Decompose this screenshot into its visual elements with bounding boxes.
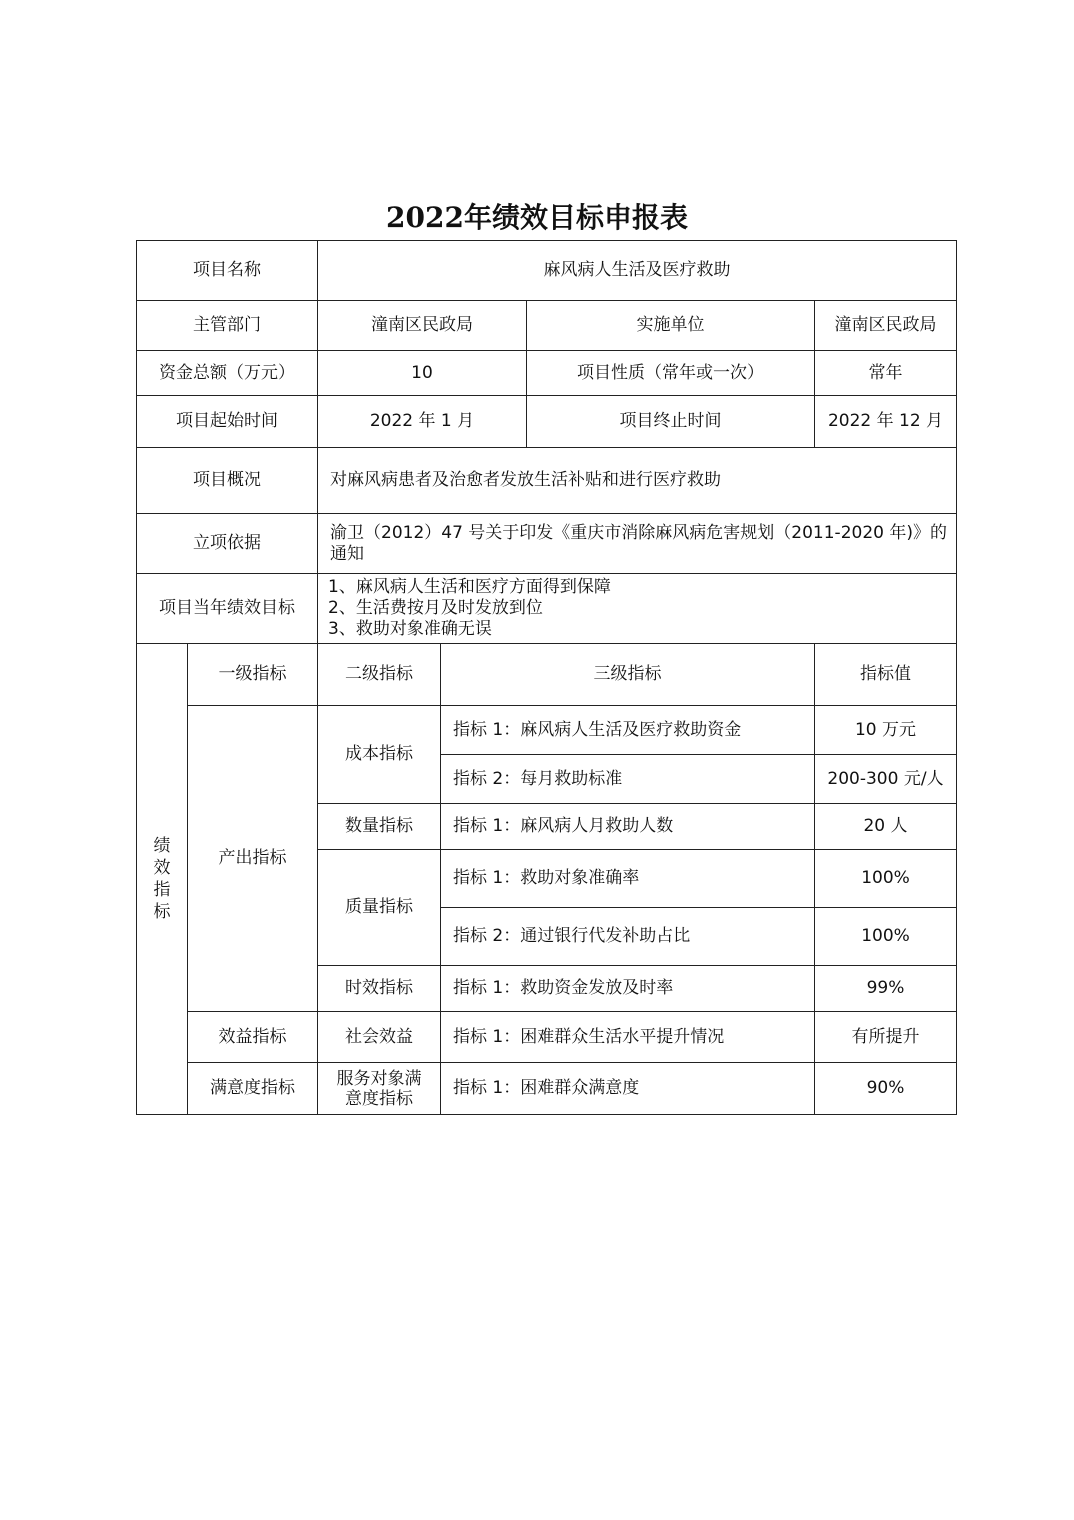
indicator-value: 100% <box>815 908 957 966</box>
service-satisfaction-label: 服务对象满意度指标 <box>318 1063 441 1115</box>
goal-list <box>318 574 957 644</box>
row-basis <box>137 514 957 574</box>
indicator-value: 10 万元 <box>815 706 957 755</box>
indicator-name: 指标 2：通过银行代发补助占比 <box>441 908 815 966</box>
indicator-value: 90% <box>815 1063 957 1115</box>
dept-label: 主管部门 <box>137 301 318 351</box>
end-value: 2022 年 12 月 <box>815 396 957 448</box>
end-label: 项目终止时间 <box>619 411 722 431</box>
indicator-value: 100% <box>815 850 957 908</box>
row-fund <box>137 351 957 396</box>
indicator-section-label: 绩效指标 <box>137 644 188 1115</box>
table-row <box>137 706 957 755</box>
indicator-name: 指标 2：每月救助标准 <box>441 755 815 804</box>
goal-item: 1、麻风病人生活和医疗方面得到保障 <box>328 577 611 597</box>
row-department <box>137 301 957 351</box>
cost-indicator-label: 成本指标 <box>318 706 441 804</box>
header-level3: 三级指标 <box>441 644 815 706</box>
overview-value: 对麻风病患者及治愈者发放生活补贴和进行医疗救助 <box>318 448 957 514</box>
benefit-indicator-label: 效益指标 <box>188 1012 318 1063</box>
overview-label: 项目概况 <box>137 448 318 514</box>
start-value: 2022 年 1 月 <box>318 396 527 447</box>
row-time <box>137 396 957 448</box>
indicator-name: 指标 1：困难群众生活水平提升情况 <box>441 1012 815 1063</box>
performance-table <box>136 240 957 1115</box>
indicator-value: 99% <box>815 966 957 1012</box>
nature-label: 项目性质（常年或一次） <box>577 363 764 383</box>
indicator-name: 指标 1：麻风病人生活及医疗救助资金 <box>441 706 815 755</box>
indicator-value: 200-300 元/人 <box>815 755 957 804</box>
row-goal <box>137 574 957 644</box>
project-name-value: 麻风病人生活及医疗救助 <box>318 241 957 301</box>
row-overview <box>137 448 957 514</box>
project-name-label: 项目名称 <box>137 241 318 301</box>
nature-value: 常年 <box>815 351 957 396</box>
page-title: 2022年绩效目标申报表 <box>386 201 688 234</box>
goal-item: 3、救助对象准确无误 <box>328 619 492 639</box>
timeliness-indicator-label: 时效指标 <box>318 966 441 1012</box>
impl-value: 潼南区民政局 <box>815 301 957 351</box>
output-indicator-label: 产出指标 <box>188 706 318 1012</box>
header-level2: 二级指标 <box>318 644 441 706</box>
basis-label: 立项依据 <box>137 514 318 574</box>
satisfaction-indicator-label: 满意度指标 <box>188 1063 318 1115</box>
indicator-name: 指标 1：困难群众满意度 <box>441 1063 815 1115</box>
row-project-name <box>137 241 957 301</box>
indicator-name: 指标 1：救助对象准确率 <box>441 850 815 908</box>
dept-value: 潼南区民政局 <box>318 301 527 350</box>
indicator-value: 有所提升 <box>815 1012 957 1063</box>
indicator-value: 20 人 <box>815 804 957 850</box>
header-level1: 一级指标 <box>188 644 318 706</box>
quantity-indicator-label: 数量指标 <box>318 804 441 850</box>
fund-value: 10 <box>318 351 527 395</box>
goal-label: 项目当年绩效目标 <box>137 574 318 644</box>
table-row <box>137 1012 957 1063</box>
fund-label: 资金总额（万元） <box>137 351 318 396</box>
basis-value: 渝卫（2012）47 号关于印发《重庆市消除麻风病危害规划（2011-2020 年)》的通知 <box>318 514 957 574</box>
impl-label: 实施单位 <box>636 315 705 335</box>
table-row <box>137 1063 957 1115</box>
header-value: 指标值 <box>815 644 957 706</box>
indicator-name: 指标 1：麻风病人月救助人数 <box>441 804 815 850</box>
social-benefit-label: 社会效益 <box>318 1012 441 1063</box>
goal-item: 2、生活费按月及时发放到位 <box>328 598 543 618</box>
start-label: 项目起始时间 <box>137 396 318 448</box>
indicator-name: 指标 1：救助资金发放及时率 <box>441 966 815 1012</box>
row-indicator-header <box>137 644 957 706</box>
quality-indicator-label: 质量指标 <box>318 850 441 966</box>
